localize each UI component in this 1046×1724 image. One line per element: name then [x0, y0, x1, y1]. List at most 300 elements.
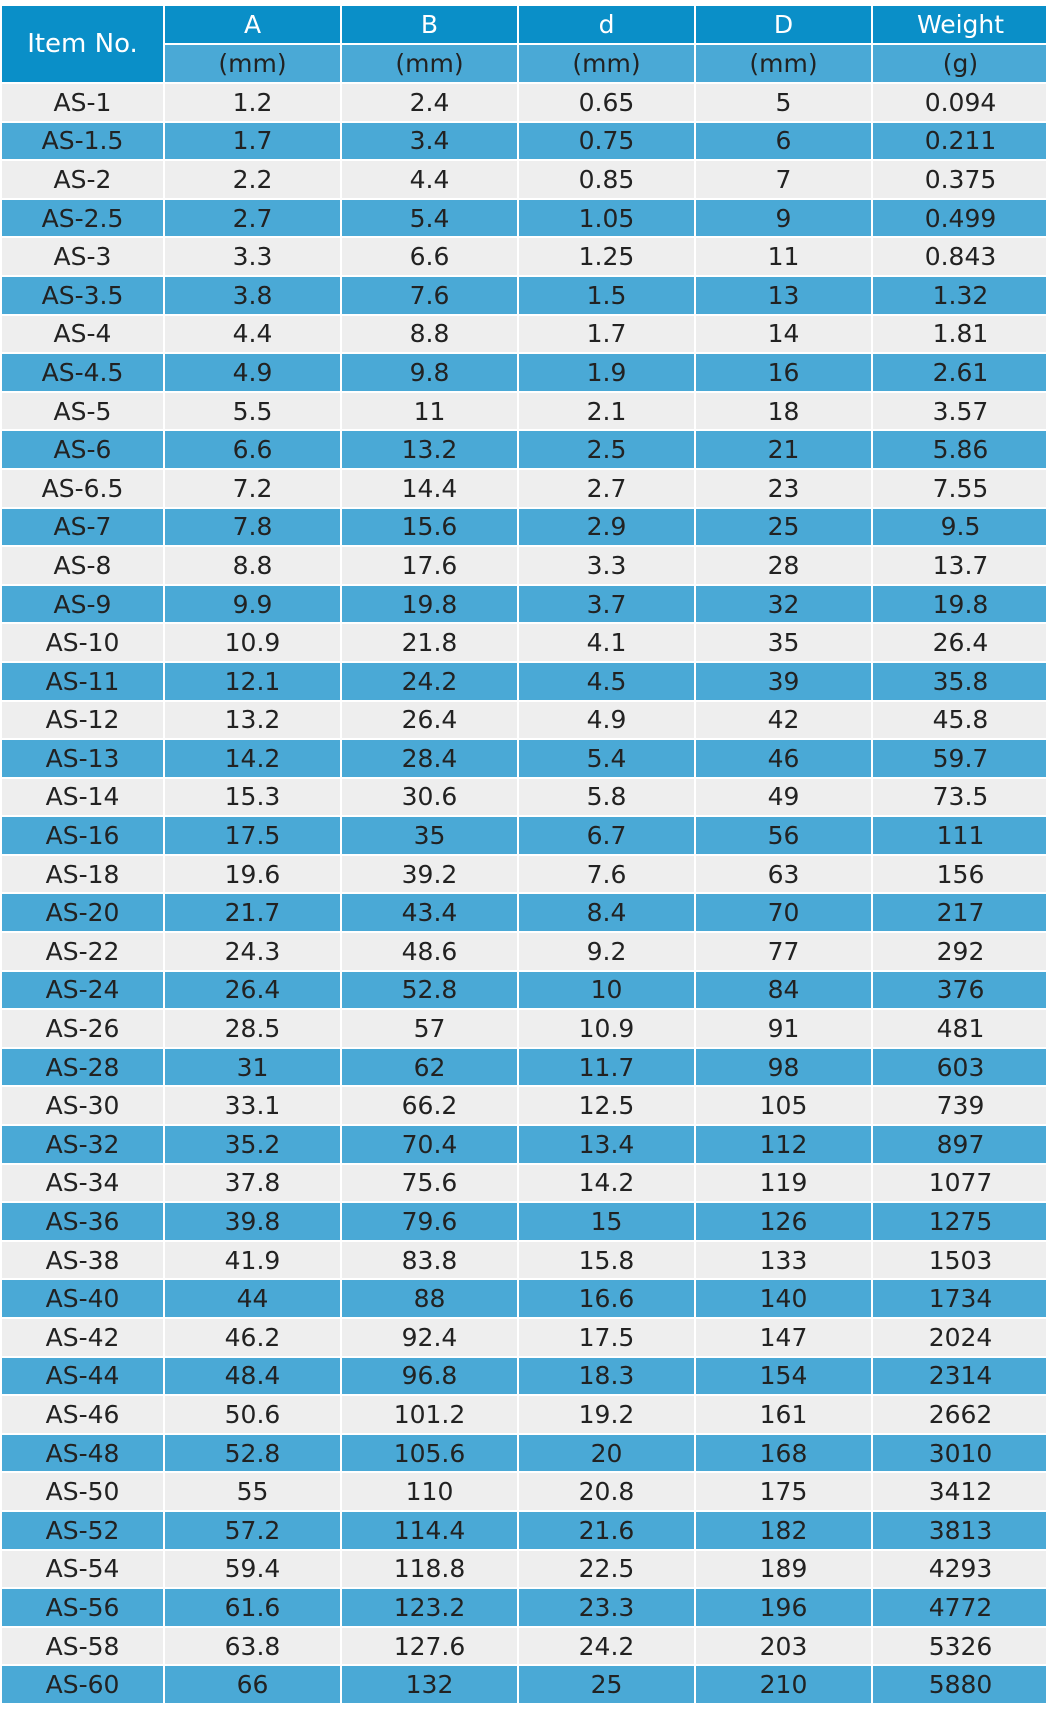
table-body — [2, 84, 1046, 1703]
table-row — [2, 84, 1046, 121]
d-small-cell: 4.5 — [519, 663, 694, 700]
item-no-cell: AS-13 — [2, 740, 163, 777]
table-row — [2, 1358, 1046, 1395]
table-row — [2, 1319, 1046, 1356]
b-cell: 35 — [342, 817, 517, 854]
b-cell: 3.4 — [342, 123, 517, 160]
d-large-cell: 168 — [696, 1435, 871, 1472]
b-cell: 62 — [342, 1049, 517, 1086]
a-cell: 46.2 — [165, 1319, 340, 1356]
a-cell: 44 — [165, 1280, 340, 1317]
item-no-cell: AS-36 — [2, 1203, 163, 1240]
d-large-cell: 189 — [696, 1551, 871, 1588]
item-no-cell: AS-32 — [2, 1126, 163, 1163]
item-no-cell: AS-11 — [2, 663, 163, 700]
a-cell: 21.7 — [165, 894, 340, 931]
weight-cell: 3.57 — [873, 393, 1046, 430]
table-row — [2, 509, 1046, 546]
b-cell: 13.2 — [342, 431, 517, 468]
d-large-cell: 14 — [696, 316, 871, 353]
a-cell: 2.2 — [165, 161, 340, 198]
d-small-cell: 2.5 — [519, 431, 694, 468]
b-cell: 9.8 — [342, 354, 517, 391]
b-cell: 28.4 — [342, 740, 517, 777]
d-small-cell: 21.6 — [519, 1512, 694, 1549]
a-cell: 55 — [165, 1473, 340, 1510]
a-cell: 3.8 — [165, 277, 340, 314]
weight-cell: 4772 — [873, 1589, 1046, 1626]
a-cell: 35.2 — [165, 1126, 340, 1163]
table-row — [2, 1280, 1046, 1317]
d-large-cell: 5 — [696, 84, 871, 121]
a-cell: 39.8 — [165, 1203, 340, 1240]
table-row — [2, 547, 1046, 584]
column-unit-weight: (g) — [873, 45, 1046, 82]
d-small-cell: 13.4 — [519, 1126, 694, 1163]
d-large-cell: 112 — [696, 1126, 871, 1163]
a-cell: 41.9 — [165, 1242, 340, 1279]
item-no-cell: AS-16 — [2, 817, 163, 854]
b-cell: 39.2 — [342, 856, 517, 893]
column-header-d-small: d — [519, 6, 694, 43]
d-small-cell: 1.5 — [519, 277, 694, 314]
d-small-cell: 12.5 — [519, 1087, 694, 1124]
a-cell: 7.2 — [165, 470, 340, 507]
a-cell: 17.5 — [165, 817, 340, 854]
a-cell: 31 — [165, 1049, 340, 1086]
table-row — [2, 779, 1046, 816]
d-large-cell: 23 — [696, 470, 871, 507]
table-row — [2, 1165, 1046, 1202]
d-large-cell: 77 — [696, 933, 871, 970]
d-large-cell: 140 — [696, 1280, 871, 1317]
a-cell: 2.7 — [165, 200, 340, 237]
b-cell: 118.8 — [342, 1551, 517, 1588]
item-no-cell: AS-40 — [2, 1280, 163, 1317]
table-row — [2, 624, 1046, 661]
item-no-cell: AS-22 — [2, 933, 163, 970]
d-small-cell: 3.7 — [519, 586, 694, 623]
weight-cell: 2662 — [873, 1396, 1046, 1433]
d-small-cell: 20.8 — [519, 1473, 694, 1510]
a-cell: 10.9 — [165, 624, 340, 661]
weight-cell: 2024 — [873, 1319, 1046, 1356]
weight-cell: 1077 — [873, 1165, 1046, 1202]
d-small-cell: 17.5 — [519, 1319, 694, 1356]
a-cell: 5.5 — [165, 393, 340, 430]
a-cell: 50.6 — [165, 1396, 340, 1433]
item-no-cell: AS-5 — [2, 393, 163, 430]
weight-cell: 739 — [873, 1087, 1046, 1124]
item-no-cell: AS-14 — [2, 779, 163, 816]
b-cell: 4.4 — [342, 161, 517, 198]
d-large-cell: 147 — [696, 1319, 871, 1356]
d-large-cell: 210 — [696, 1666, 871, 1703]
d-small-cell: 23.3 — [519, 1589, 694, 1626]
d-small-cell: 15 — [519, 1203, 694, 1240]
item-no-cell: AS-34 — [2, 1165, 163, 1202]
weight-cell: 0.499 — [873, 200, 1046, 237]
d-large-cell: 182 — [696, 1512, 871, 1549]
a-cell: 59.4 — [165, 1551, 340, 1588]
a-cell: 1.7 — [165, 123, 340, 160]
d-large-cell: 63 — [696, 856, 871, 893]
column-header-b: B — [342, 6, 517, 43]
item-no-cell: AS-46 — [2, 1396, 163, 1433]
weight-cell: 897 — [873, 1126, 1046, 1163]
weight-cell: 1.32 — [873, 277, 1046, 314]
weight-cell: 5326 — [873, 1628, 1046, 1665]
item-no-cell: AS-3.5 — [2, 277, 163, 314]
a-cell: 61.6 — [165, 1589, 340, 1626]
d-large-cell: 25 — [696, 509, 871, 546]
b-cell: 19.8 — [342, 586, 517, 623]
table-row — [2, 1589, 1046, 1626]
b-cell: 6.6 — [342, 238, 517, 275]
column-unit-b: (mm) — [342, 45, 517, 82]
b-cell: 17.6 — [342, 547, 517, 584]
a-cell: 4.9 — [165, 354, 340, 391]
weight-cell: 111 — [873, 817, 1046, 854]
d-large-cell: 7 — [696, 161, 871, 198]
d-small-cell: 2.7 — [519, 470, 694, 507]
table-row — [2, 1203, 1046, 1240]
d-large-cell: 35 — [696, 624, 871, 661]
weight-cell: 1503 — [873, 1242, 1046, 1279]
b-cell: 127.6 — [342, 1628, 517, 1665]
item-no-cell: AS-10 — [2, 624, 163, 661]
item-no-cell: AS-9 — [2, 586, 163, 623]
d-large-cell: 46 — [696, 740, 871, 777]
table-row — [2, 663, 1046, 700]
d-large-cell: 154 — [696, 1358, 871, 1395]
table-row — [2, 1010, 1046, 1047]
b-cell: 21.8 — [342, 624, 517, 661]
table-row — [2, 1473, 1046, 1510]
a-cell: 9.9 — [165, 586, 340, 623]
d-large-cell: 119 — [696, 1165, 871, 1202]
table-row — [2, 1396, 1046, 1433]
weight-cell: 292 — [873, 933, 1046, 970]
a-cell: 24.3 — [165, 933, 340, 970]
item-no-cell: AS-58 — [2, 1628, 163, 1665]
d-small-cell: 1.25 — [519, 238, 694, 275]
d-small-cell: 1.9 — [519, 354, 694, 391]
table-row — [2, 1628, 1046, 1665]
d-large-cell: 84 — [696, 972, 871, 1009]
column-header-d-large: D — [696, 6, 871, 43]
weight-cell: 9.5 — [873, 509, 1046, 546]
table-row — [2, 1049, 1046, 1086]
item-no-cell: AS-50 — [2, 1473, 163, 1510]
a-cell: 7.8 — [165, 509, 340, 546]
weight-cell: 3010 — [873, 1435, 1046, 1472]
item-no-cell: AS-44 — [2, 1358, 163, 1395]
table-row — [2, 123, 1046, 160]
d-small-cell: 9.2 — [519, 933, 694, 970]
table-row — [2, 933, 1046, 970]
item-no-cell: AS-2 — [2, 161, 163, 198]
d-small-cell: 24.2 — [519, 1628, 694, 1665]
table-row — [2, 431, 1046, 468]
weight-cell: 2.61 — [873, 354, 1046, 391]
b-cell: 26.4 — [342, 702, 517, 739]
d-large-cell: 49 — [696, 779, 871, 816]
weight-cell: 35.8 — [873, 663, 1046, 700]
d-large-cell: 126 — [696, 1203, 871, 1240]
a-cell: 13.2 — [165, 702, 340, 739]
d-large-cell: 9 — [696, 200, 871, 237]
b-cell: 101.2 — [342, 1396, 517, 1433]
b-cell: 48.6 — [342, 933, 517, 970]
d-small-cell: 20 — [519, 1435, 694, 1472]
d-small-cell: 10 — [519, 972, 694, 1009]
column-unit-d-small: (mm) — [519, 45, 694, 82]
b-cell: 7.6 — [342, 277, 517, 314]
a-cell: 37.8 — [165, 1165, 340, 1202]
d-small-cell: 22.5 — [519, 1551, 694, 1588]
table-row — [2, 1551, 1046, 1588]
weight-cell: 2314 — [873, 1358, 1046, 1395]
d-small-cell: 1.05 — [519, 200, 694, 237]
table-row — [2, 393, 1046, 430]
b-cell: 8.8 — [342, 316, 517, 353]
table-row — [2, 740, 1046, 777]
table-row — [2, 817, 1046, 854]
item-no-cell: AS-24 — [2, 972, 163, 1009]
weight-cell: 0.375 — [873, 161, 1046, 198]
table-row — [2, 1126, 1046, 1163]
b-cell: 66.2 — [342, 1087, 517, 1124]
weight-cell: 5.86 — [873, 431, 1046, 468]
weight-cell: 376 — [873, 972, 1046, 1009]
table-row — [2, 894, 1046, 931]
a-cell: 6.6 — [165, 431, 340, 468]
b-cell: 5.4 — [342, 200, 517, 237]
weight-cell: 45.8 — [873, 702, 1046, 739]
table-row — [2, 238, 1046, 275]
item-no-cell: AS-18 — [2, 856, 163, 893]
weight-cell: 603 — [873, 1049, 1046, 1086]
weight-cell: 3412 — [873, 1473, 1046, 1510]
d-large-cell: 203 — [696, 1628, 871, 1665]
d-large-cell: 175 — [696, 1473, 871, 1510]
a-cell: 48.4 — [165, 1358, 340, 1395]
d-large-cell: 98 — [696, 1049, 871, 1086]
table-row — [2, 161, 1046, 198]
a-cell: 19.6 — [165, 856, 340, 893]
table-row — [2, 1512, 1046, 1549]
d-small-cell: 2.9 — [519, 509, 694, 546]
d-large-cell: 28 — [696, 547, 871, 584]
weight-cell: 1275 — [873, 1203, 1046, 1240]
weight-cell: 73.5 — [873, 779, 1046, 816]
a-cell: 52.8 — [165, 1435, 340, 1472]
item-no-cell: AS-52 — [2, 1512, 163, 1549]
item-no-cell: AS-1 — [2, 84, 163, 121]
weight-cell: 4293 — [873, 1551, 1046, 1588]
d-small-cell: 4.9 — [519, 702, 694, 739]
b-cell: 30.6 — [342, 779, 517, 816]
d-small-cell: 0.85 — [519, 161, 694, 198]
d-large-cell: 21 — [696, 431, 871, 468]
b-cell: 43.4 — [342, 894, 517, 931]
weight-cell: 0.843 — [873, 238, 1046, 275]
table-row — [2, 277, 1046, 314]
d-small-cell: 19.2 — [519, 1396, 694, 1433]
weight-cell: 1.81 — [873, 316, 1046, 353]
item-no-cell: AS-38 — [2, 1242, 163, 1279]
d-large-cell: 161 — [696, 1396, 871, 1433]
table-row — [2, 856, 1046, 893]
item-no-cell: AS-6.5 — [2, 470, 163, 507]
d-small-cell: 0.65 — [519, 84, 694, 121]
d-large-cell: 133 — [696, 1242, 871, 1279]
b-cell: 52.8 — [342, 972, 517, 1009]
a-cell: 57.2 — [165, 1512, 340, 1549]
d-small-cell: 7.6 — [519, 856, 694, 893]
table-row — [2, 470, 1046, 507]
d-small-cell: 18.3 — [519, 1358, 694, 1395]
column-unit-a: (mm) — [165, 45, 340, 82]
d-small-cell: 14.2 — [519, 1165, 694, 1202]
a-cell: 66 — [165, 1666, 340, 1703]
b-cell: 75.6 — [342, 1165, 517, 1202]
table-row — [2, 972, 1046, 1009]
d-large-cell: 56 — [696, 817, 871, 854]
weight-cell: 0.094 — [873, 84, 1046, 121]
table-row — [2, 316, 1046, 353]
table-row — [2, 1435, 1046, 1472]
table-row — [2, 702, 1046, 739]
d-large-cell: 91 — [696, 1010, 871, 1047]
d-large-cell: 16 — [696, 354, 871, 391]
table-row — [2, 200, 1046, 237]
b-cell: 123.2 — [342, 1589, 517, 1626]
column-header-a: A — [165, 6, 340, 43]
weight-cell: 156 — [873, 856, 1046, 893]
item-no-cell: AS-30 — [2, 1087, 163, 1124]
item-no-cell: AS-20 — [2, 894, 163, 931]
weight-cell: 19.8 — [873, 586, 1046, 623]
b-cell: 105.6 — [342, 1435, 517, 1472]
table-row — [2, 1242, 1046, 1279]
d-large-cell: 105 — [696, 1087, 871, 1124]
header-row-names — [2, 6, 1046, 43]
d-small-cell: 11.7 — [519, 1049, 694, 1086]
weight-cell: 26.4 — [873, 624, 1046, 661]
d-small-cell: 0.75 — [519, 123, 694, 160]
item-no-cell: AS-54 — [2, 1551, 163, 1588]
b-cell: 11 — [342, 393, 517, 430]
d-small-cell: 4.1 — [519, 624, 694, 661]
b-cell: 14.4 — [342, 470, 517, 507]
d-small-cell: 5.8 — [519, 779, 694, 816]
table-row — [2, 1087, 1046, 1124]
item-no-cell: AS-12 — [2, 702, 163, 739]
item-no-cell: AS-26 — [2, 1010, 163, 1047]
item-no-cell: AS-60 — [2, 1666, 163, 1703]
b-cell: 2.4 — [342, 84, 517, 121]
b-cell: 57 — [342, 1010, 517, 1047]
a-cell: 4.4 — [165, 316, 340, 353]
d-small-cell: 1.7 — [519, 316, 694, 353]
d-small-cell: 2.1 — [519, 393, 694, 430]
item-no-cell: AS-3 — [2, 238, 163, 275]
d-small-cell: 8.4 — [519, 894, 694, 931]
weight-cell: 7.55 — [873, 470, 1046, 507]
d-small-cell: 15.8 — [519, 1242, 694, 1279]
column-unit-d-large: (mm) — [696, 45, 871, 82]
weight-cell: 481 — [873, 1010, 1046, 1047]
weight-cell: 0.211 — [873, 123, 1046, 160]
item-no-cell: AS-4.5 — [2, 354, 163, 391]
b-cell: 92.4 — [342, 1319, 517, 1356]
b-cell: 83.8 — [342, 1242, 517, 1279]
d-large-cell: 39 — [696, 663, 871, 700]
b-cell: 24.2 — [342, 663, 517, 700]
item-no-cell: AS-6 — [2, 431, 163, 468]
item-no-cell: AS-7 — [2, 509, 163, 546]
b-cell: 15.6 — [342, 509, 517, 546]
b-cell: 96.8 — [342, 1358, 517, 1395]
a-cell: 12.1 — [165, 663, 340, 700]
d-small-cell: 3.3 — [519, 547, 694, 584]
a-cell: 33.1 — [165, 1087, 340, 1124]
d-large-cell: 196 — [696, 1589, 871, 1626]
d-small-cell: 25 — [519, 1666, 694, 1703]
weight-cell: 1734 — [873, 1280, 1046, 1317]
table-row — [2, 586, 1046, 623]
item-no-cell: AS-42 — [2, 1319, 163, 1356]
a-cell: 14.2 — [165, 740, 340, 777]
item-no-cell: AS-48 — [2, 1435, 163, 1472]
d-small-cell: 5.4 — [519, 740, 694, 777]
item-no-cell: AS-8 — [2, 547, 163, 584]
d-large-cell: 11 — [696, 238, 871, 275]
d-small-cell: 10.9 — [519, 1010, 694, 1047]
weight-cell: 217 — [873, 894, 1046, 931]
b-cell: 110 — [342, 1473, 517, 1510]
a-cell: 3.3 — [165, 238, 340, 275]
b-cell: 114.4 — [342, 1512, 517, 1549]
dimension-table — [0, 4, 1046, 1705]
d-large-cell: 18 — [696, 393, 871, 430]
d-small-cell: 16.6 — [519, 1280, 694, 1317]
a-cell: 26.4 — [165, 972, 340, 1009]
column-header-weight: Weight — [873, 6, 1046, 43]
item-no-cell: AS-28 — [2, 1049, 163, 1086]
weight-cell: 59.7 — [873, 740, 1046, 777]
item-no-cell: AS-56 — [2, 1589, 163, 1626]
b-cell: 88 — [342, 1280, 517, 1317]
d-large-cell: 32 — [696, 586, 871, 623]
d-small-cell: 6.7 — [519, 817, 694, 854]
table-row — [2, 354, 1046, 391]
table-row — [2, 1666, 1046, 1703]
a-cell: 1.2 — [165, 84, 340, 121]
weight-cell: 5880 — [873, 1666, 1046, 1703]
b-cell: 132 — [342, 1666, 517, 1703]
item-no-cell: AS-1.5 — [2, 123, 163, 160]
a-cell: 8.8 — [165, 547, 340, 584]
item-no-header: Item No. — [2, 6, 163, 82]
b-cell: 70.4 — [342, 1126, 517, 1163]
item-no-cell: AS-2.5 — [2, 200, 163, 237]
d-large-cell: 42 — [696, 702, 871, 739]
weight-cell: 13.7 — [873, 547, 1046, 584]
item-no-cell: AS-4 — [2, 316, 163, 353]
